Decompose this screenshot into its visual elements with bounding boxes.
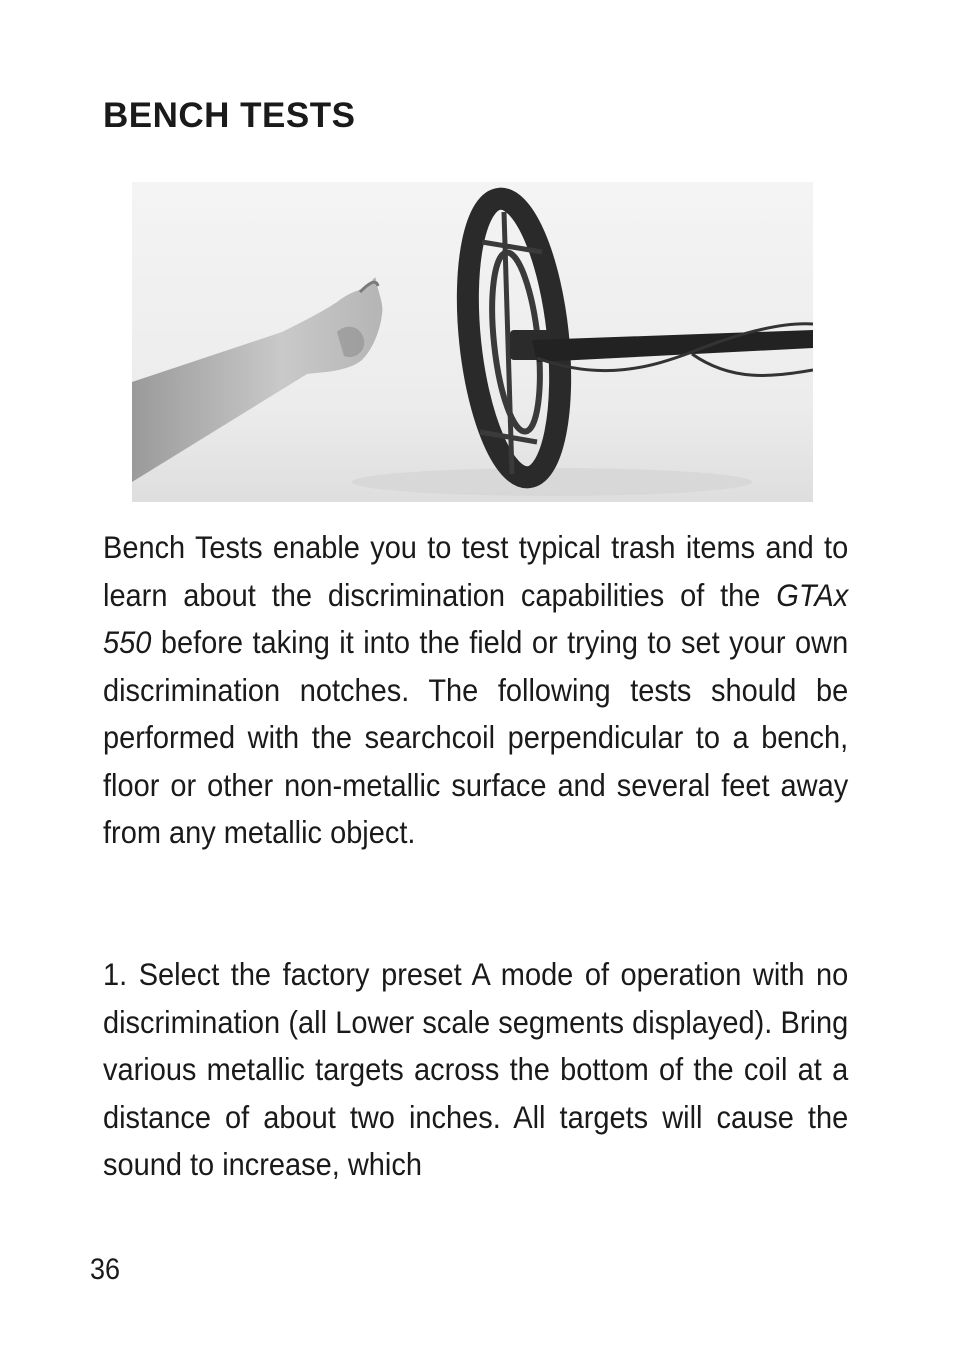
intro-text-end: before taking it into the field or trying to set your own discrimination notches. The following tests should be performed with the searchcoil perpendicular to a bench, floor or other non-metallic surface and several feet away from any metallic object. <box>103 624 849 850</box>
intro-text-start: Bench Tests enable you to test typical trash items and to learn about the discrimination capabilities of the <box>103 529 849 613</box>
section-heading: BENCH TESTS <box>103 96 356 135</box>
intro-paragraph <box>103 524 848 857</box>
page-number: 36 <box>90 1253 121 1286</box>
bench-test-photo <box>132 182 813 502</box>
step-1-paragraph: 1. Select the factory preset A mode of operation with no discrimination (all Lower scale segments displayed). Bring various metallic targets across the bottom of the coil at a distance of about two inches. All targets will cause the sound to increase, which <box>103 956 849 1182</box>
product-name: GTAx 550 <box>103 576 849 660</box>
